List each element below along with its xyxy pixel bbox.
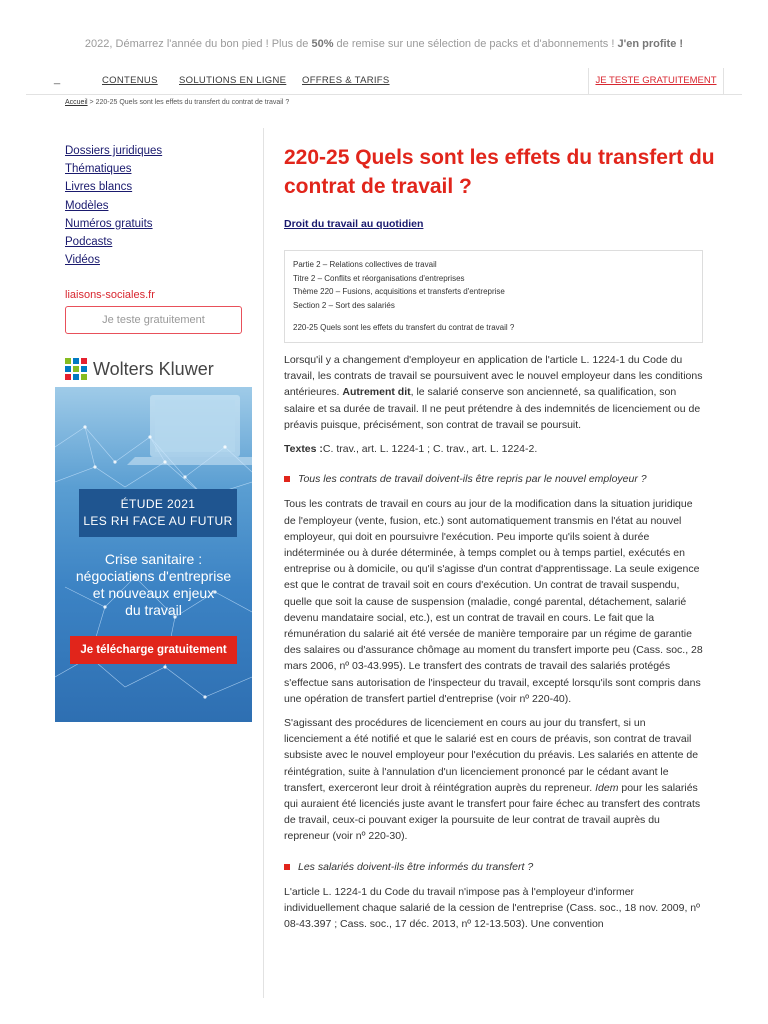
article-toc: [284, 250, 703, 343]
column-divider: [263, 128, 264, 998]
promo-link[interactable]: J'en profite !: [617, 38, 684, 50]
nav-menu-toggle[interactable]: _: [54, 73, 61, 85]
toc-item: Titre 2 – Conflits et réorganisations d'entreprises: [293, 273, 465, 283]
ad-headline: [55, 551, 252, 619]
wolters-kluwer-mark-icon: [65, 358, 87, 380]
promo-text: 2022, Démarrez l'année du bon pied ! Plus de: [84, 38, 312, 50]
sidebar-links: [65, 144, 162, 271]
breadcrumb-home[interactable]: Accueil: [65, 99, 88, 106]
sidebar-link-modeles[interactable]: Modèles: [65, 199, 109, 212]
question-heading: [284, 471, 704, 487]
intro-text-end: , le salarié conserve son ancienneté, sa qualification, son salaire et sa durée de travail. Il ne peut prétendre à des indemnités de licenciement ou de préavis puisque, précisément, son contrat de travail se poursuit.: [284, 386, 701, 431]
nav-item-offres[interactable]: OFFRES & TARIFS: [302, 75, 390, 86]
answer-paragraph: L'article L. 1224-1 du Code du travail n'impose pas à l'employeur d'informer individuellement chaque salarié de la cession de l'entreprise (Cass. soc., 18 nov. 2009, nº 08-43.397 ; Cass. soc., 17 déc. 2013, nº 12-13.503). Une convention: [284, 885, 700, 931]
paragraph-text-end: pour les salariés qui auraient été licenciés juste avant le transfert pour faire échec au transfert des contrats de travail, ceux-ci pouvant exiger la poursuite de leur contrat de travail auprès du repreneur (voir nº 220-30).: [284, 781, 701, 843]
promo-text-after: de remise sur une sélection de packs et d'abonnements !: [333, 38, 618, 50]
answer-paragraph: [284, 715, 704, 845]
paragraph-text: S'agissant des procédures de licenciement en cours au jour du transfert, si un licenciement a été notifié et que le salarié est en cours de préavis, son contrat de travail subsiste avec le nouvel employeur pour l'exécution du préavis. Les salariés en attente de réintégration, suite à l'annulation d'un licenciement prononcé par le cédant avant le transfert, exerceront leur droit à réintégration auprès du repreneur.: [284, 717, 699, 794]
ad-study-year: ÉTUDE 2021: [120, 497, 196, 511]
red-square-bullet-icon: [284, 864, 290, 870]
try-free-button[interactable]: Je teste gratuitement: [65, 306, 242, 334]
sidebar-link-videos[interactable]: Vidéos: [65, 254, 100, 267]
page-title: 220-25 Quels sont les effets du transfert du contrat de travail ?: [284, 146, 715, 198]
nav-item-solutions[interactable]: SOLUTIONS EN LIGNE: [179, 75, 287, 86]
question-text: Les salariés doivent-ils être informés du transfert ?: [298, 860, 534, 873]
site-link[interactable]: liaisons-sociales.fr: [65, 289, 155, 301]
question-heading: [284, 859, 704, 875]
ad-headline-line: négociations d'entreprise: [75, 568, 232, 584]
study-ad-banner[interactable]: [55, 387, 252, 722]
answer-paragraph: Tous les contrats de travail en cours au jour de la modification dans la situation juridique de l'employeur (vente, fusion, etc.) sont automatiquement transmis en l'état au nouvel employeur, qui doit en poursuivre l'exécution. Peu importe qu'ils soient à durée indéterminée ou à durée déterminée, à temps complet ou à temps partiel, exécutés en entreprise ou à domicile, ou qu'il s'agisse d'un contrat d'apprentissage. La seule exigence est que le contrat de travail soit en cours d'exécution. Un contrat de travail suspendu, quelle que soit la cause de suspension (maladie, congé parental, détachement, salarié devenu mandataire social, etc.), est un contrat de travail en cours. Le fait que la rémunération du salarié ait été versée de manière temporaire par un régime de garantie des salaires ou d'assurance chômage au moment du transfert importe peu (Cass. soc., 28 mars 2006, nº 03-43.995). Le transfert des contrats de travail des salariés protégés s'effectue sans autorisation de l'inspecteur du travail, excepté lorsqu'ils sont compris dans une opération de transfert partiel d'entreprise (voir nº 220-40).: [284, 498, 703, 705]
breadcrumb: [65, 99, 289, 106]
sidebar-link-thematiques[interactable]: Thématiques: [65, 163, 132, 176]
intro-paragraph: [284, 352, 704, 433]
toc-item: Partie 2 – Relations collectives de travail: [293, 260, 437, 269]
sidebar-link-podcasts[interactable]: Podcasts: [65, 235, 113, 248]
ad-study-box: [79, 489, 237, 537]
logo-text: Wolters Kluwer: [93, 358, 214, 379]
ad-headline-line: du travail: [125, 602, 182, 618]
ad-download-button[interactable]: Je télécharge gratuitement: [70, 636, 237, 664]
toc-current-item: 220-25 Quels sont les effets du transfert du contrat de travail ?: [293, 323, 515, 332]
texts-value: C. trav., art. L. 1224-1 ; C. trav., art. L. 1224-2.: [322, 443, 538, 456]
question-text: Tous les contrats de travail doivent-ils être repris par le nouvel employeur ?: [298, 473, 647, 486]
toc-item: Thème 220 – Fusions, acquisitions et transferts d'entreprise: [293, 287, 505, 296]
ad-study-title: LES RH FACE AU FUTUR: [83, 514, 233, 528]
paragraph-italic: Idem: [595, 781, 619, 794]
sidebar-link-livres-blancs[interactable]: Livres blancs: [65, 181, 133, 194]
ad-headline-line: Crise sanitaire :: [104, 551, 203, 567]
article-body: [284, 352, 704, 941]
sidebar-link-numeros[interactable]: Numéros gratuits: [65, 217, 153, 230]
texts-label: Textes :: [284, 443, 323, 456]
wolters-kluwer-logo[interactable]: [65, 356, 214, 382]
red-square-bullet-icon: [284, 476, 290, 482]
nav-item-contenus[interactable]: CONTENUS: [102, 75, 158, 86]
nav-trial-button[interactable]: JE TESTE GRATUITEMENT: [588, 68, 724, 95]
breadcrumb-separator: >: [89, 99, 94, 106]
promo-banner: [0, 38, 768, 50]
ad-headline-line: et nouveaux enjeux: [92, 585, 215, 601]
promo-discount: 50%: [311, 38, 334, 50]
toc-item: Section 2 – Sort des salariés: [293, 300, 395, 310]
publication-link[interactable]: Droit du travail au quotidien: [284, 218, 424, 230]
top-nav: [26, 68, 742, 95]
sidebar-link-dossiers[interactable]: Dossiers juridiques: [65, 145, 163, 157]
intro-text: Lorsqu'il y a changement d'employeur en application de l'article L. 1224-1 du Code du travail, les contrats de travail se poursuivent avec le nouvel employeur dans les conditions antérieures.: [284, 354, 703, 399]
texts-reference: [284, 441, 704, 457]
breadcrumb-current: 220-25 Quels sont les effets du transfert du contrat de travail ?: [95, 99, 290, 106]
intro-emphasis: Autrement dit: [342, 386, 411, 399]
